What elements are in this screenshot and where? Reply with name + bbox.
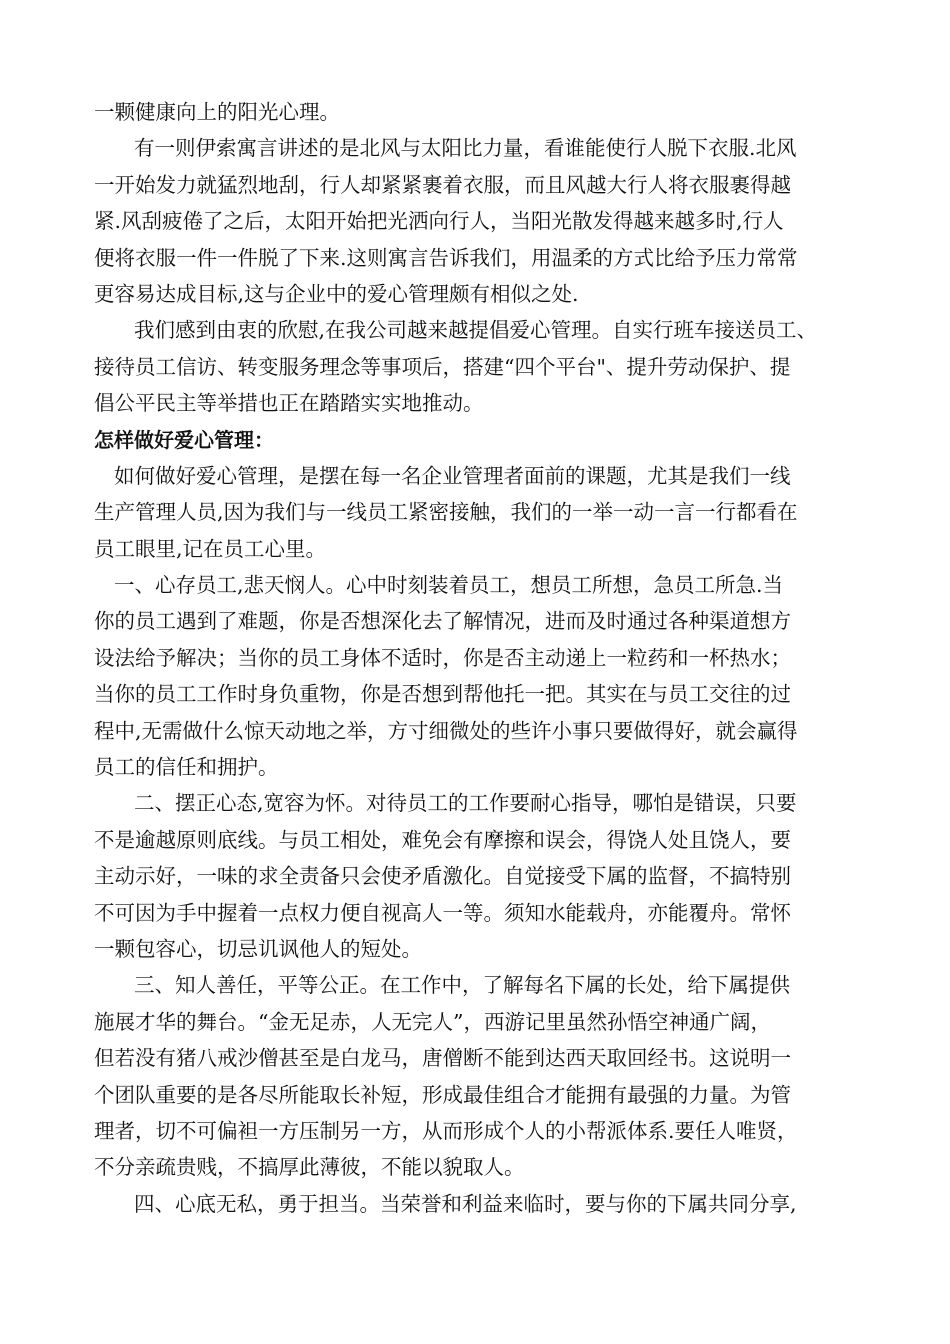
paragraph-point-2 <box>94 785 874 967</box>
paragraph-point-1 <box>94 567 874 785</box>
text-line: 不是逾越原则底线。与员工相处，难免会有摩擦和误会，得饶人处且饶人，要 <box>94 827 791 852</box>
text-line: 倡公平民主等举措也正在踏踏实实地推动。 <box>94 391 484 416</box>
text-line: 施展才华的舞台。“金无足赤，人无完人”，西游记里虽然孙悟空神通广阔， <box>94 1009 771 1034</box>
paragraph-continuation <box>94 94 874 130</box>
paragraph-how <box>94 458 874 567</box>
text-line: 当你的员工工作时身负重物，你是否想到帮他托一把。其实在与员工交往的过 <box>94 682 791 707</box>
paragraph-point-4 <box>94 1186 874 1222</box>
text-line: 有一则伊索寓言讲述的是北风与太阳比力量，看谁能使行人脱下衣服.北风 <box>134 136 797 161</box>
text-line: 便将衣服一件一件脱了下来.这则寓言告诉我们，用温柔的方式比给予压力常常 <box>94 245 798 270</box>
text-line: 员工眼里,记在员工心里。 <box>94 536 327 561</box>
text-line: 四、心底无私，勇于担当。当荣誉和利益来临时，要与你的下属共同分享, <box>134 1191 797 1216</box>
text-line: 主动示好，一味的求全责备只会使矛盾激化。自觉接受下属的监督，不搞特别 <box>94 864 791 889</box>
paragraph-company <box>94 312 874 421</box>
document-body <box>94 94 874 1222</box>
text-line: 如何做好爱心管理，是摆在每一名企业管理者面前的课题，尤其是我们一线 <box>114 463 791 488</box>
text-line: 你的员工遇到了难题，你是否想深化去了解情况，进而及时通过各种渠道想方 <box>94 609 791 634</box>
text-line: 一颗包容心，切忌讥讽他人的短处。 <box>94 936 422 961</box>
heading-text: 怎样做好爱心管理： <box>94 427 274 452</box>
text-line: 员工的信任和拥护。 <box>94 755 279 780</box>
section-heading <box>94 422 874 458</box>
text-line: 生产管理人员,因为我们与一线员工紧密接触，我们的一举一动一言一行都看在 <box>94 500 798 525</box>
text-line: 一开始发力就猛烈地刮，行人却紧紧裹着衣服，而且风越大行人将衣服裹得越 <box>94 172 791 197</box>
text-line: 紧.风刮疲倦了之后，太阳开始把光洒向行人，当阳光散发得越来越多时,行人 <box>94 209 784 234</box>
paragraph-point-3 <box>94 967 874 1185</box>
text-line: 一、心存员工,悲天悯人。心中时刻装着员工，想员工所想，急员工所急.当 <box>114 573 784 598</box>
text-line: 不分亲疏贵贱，不搞厚此薄彼，不能以貌取人。 <box>94 1155 525 1180</box>
text-line: 个团队重要的是各尽所能取长补短，形成最佳组合才能拥有最强的力量。为管 <box>94 1082 791 1107</box>
document-page <box>94 94 874 1222</box>
text-line: 一颗健康向上的阳光心理。 <box>94 100 340 124</box>
text-line: 不可因为手中握着一点权力便自视高人一等。须知水能载舟，亦能覆舟。常怀 <box>94 900 791 925</box>
text-line: 接待员工信访、转变服务理念等事项后，搭建“四个平台"、提升劳动保护、提 <box>94 354 791 379</box>
text-line: 设法给予解决；当你的员工身体不适时，你是否主动递上一粒药和一杯热水； <box>94 645 791 670</box>
text-line: 理者，切不可偏袒一方压制另一方，从而形成个人的小帮派体系.要任人唯贤， <box>94 1118 798 1143</box>
text-line: 程中,无需做什么惊天动地之举，方寸细微处的些许小事只要做得好，就会赢得 <box>94 718 798 743</box>
text-line: 三、知人善任，平等公正。在工作中，了解每名下属的长处，给下属提供 <box>134 973 790 998</box>
text-line: 二、摆正心态,宽容为怀。对待员工的工作要耐心指导，哪怕是错误，只要 <box>134 791 797 816</box>
text-line: 更容易达成目标,这与企业中的爱心管理颇有相似之处. <box>94 281 579 306</box>
paragraph-fable <box>94 130 874 312</box>
text-line: 我们感到由衷的欣慰,在我公司越来越提倡爱心管理。自实行班车接送员工、 <box>134 318 818 343</box>
text-line: 但若没有猪八戒沙僧甚至是白龙马，唐僧断不能到达西天取回经书。这说明一 <box>94 1046 791 1071</box>
